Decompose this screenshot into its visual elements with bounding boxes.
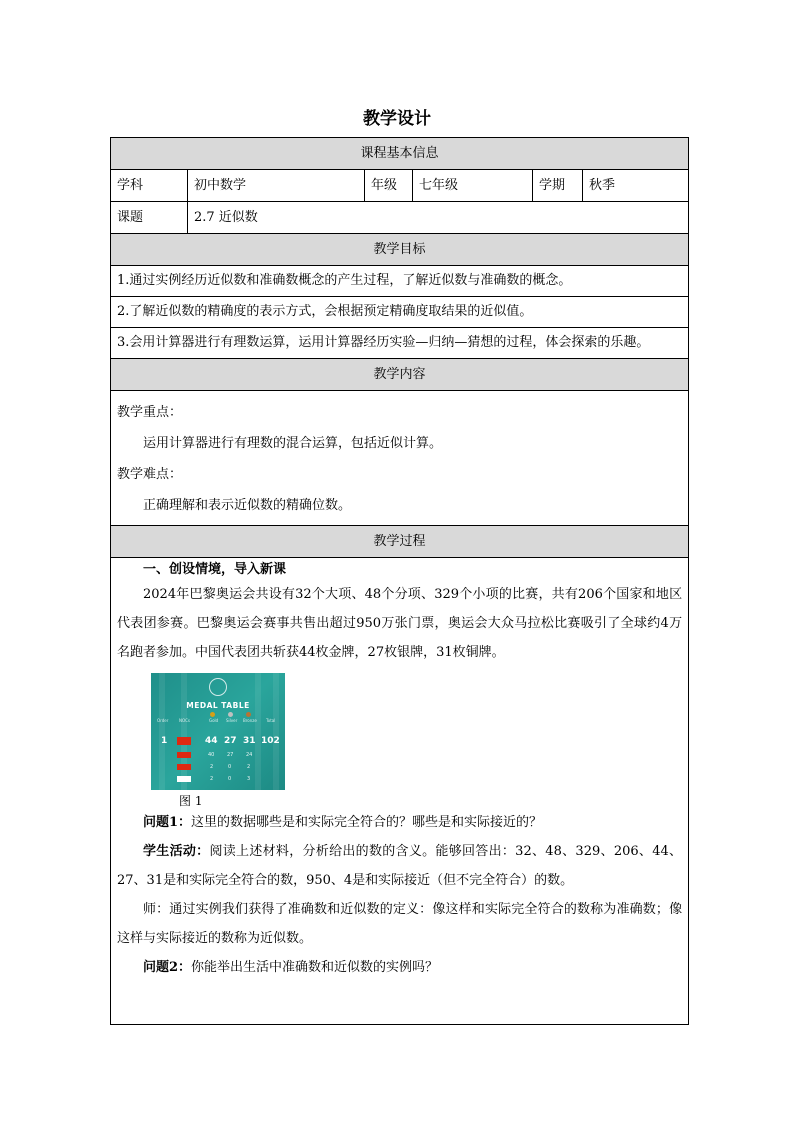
process-header: 教学过程 [111, 526, 689, 558]
row4-flag-icon [177, 776, 191, 782]
medal-row-total: 102 [261, 736, 280, 746]
medal-row4-silver: 0 [228, 776, 232, 782]
silver-medal-icon [228, 712, 233, 717]
medal-header-total: Total [266, 718, 276, 723]
medal-header-gold: Gold [209, 718, 219, 723]
intro-paragraph: 2024年巴黎奥运会共设有32个大项、48个分项、329个小项的比赛，共有206个国家和地区代表团参赛。巴黎奥运会赛事共售出超过950万张门票，奥运会大众马拉松比赛吸引了全球约4万名跑者参加。中国代表团共斩获44枚金牌，27枚银牌，31枚铜牌。 [117, 587, 683, 660]
medal-header-nocs: NOCs [179, 718, 191, 723]
bronze-medal-icon [246, 712, 251, 717]
question-2-label: 问题2： [143, 960, 192, 976]
medal-row4-bronze: 3 [247, 776, 251, 782]
question-1-label: 问题1： [143, 815, 192, 831]
topic-label: 课题 [111, 202, 188, 234]
medal-row3-gold: 2 [210, 764, 214, 770]
key-point-text: 运用计算器进行有理数的混合运算，包括近似计算。 [143, 436, 443, 451]
term-value: 秋季 [583, 170, 689, 202]
content-header: 教学内容 [111, 359, 689, 391]
section-title: 一、创设情境，导入新课 [143, 562, 287, 577]
medal-row-gold: 44 [205, 736, 218, 746]
medal-row2-bronze: 24 [246, 752, 253, 758]
question-2 [117, 953, 682, 982]
medal-row-silver: 27 [224, 736, 237, 746]
objective-item-2: 2.了解近似数的精确度的表示方式，会根据预定精确度取结果的近似值。 [111, 297, 689, 328]
student-activity [117, 837, 682, 895]
student-activity-label: 学生活动： [143, 844, 210, 860]
question-2-text: 你能举出生活中准确数和近似数的实例吗？ [191, 960, 439, 976]
china-flag-icon [177, 737, 191, 745]
medal-header-silver: Silver [226, 718, 238, 723]
process-body [111, 558, 689, 1025]
gold-medal-icon [210, 712, 215, 717]
question-1 [117, 808, 682, 837]
objective-item-3: 3.会用计算器进行有理数运算，运用计算器经历实验—归纳—猜想的过程，体会探索的乐趣。 [111, 328, 689, 359]
student-activity-text: 阅读上述材料，分析给出的数的含义。能够回答出：32、48、329、206、44、27、31是和实际完全符合的数，950、4是和实际接近（但不完全符合）的数。 [117, 844, 683, 889]
lesson-plan-table [110, 137, 689, 1025]
medal-header-order: Order [157, 718, 169, 723]
page-title: 教学设计 [363, 109, 431, 129]
row2-flag-icon [177, 752, 191, 758]
content-body [111, 391, 689, 526]
key-point-label: 教学重点： [117, 405, 183, 420]
subject-label: 学科 [111, 170, 188, 202]
medal-table-title: MEDAL TABLE [186, 701, 250, 710]
medal-header-bronze: Bronze [243, 718, 257, 723]
grade-label: 年级 [365, 170, 413, 202]
grade-value: 七年级 [413, 170, 533, 202]
question-1-text: 这里的数据哪些是和实际完全符合的？哪些是和实际接近的？ [191, 815, 543, 831]
medal-row4-gold: 2 [210, 776, 214, 782]
medal-row2-silver: 27 [227, 752, 234, 758]
term-label: 学期 [533, 170, 583, 202]
medal-row-order: 1 [161, 736, 168, 746]
basic-info-header: 课程基本信息 [111, 138, 689, 170]
difficulty-text: 正确理解和表示近似数的精确位数。 [143, 498, 352, 513]
olympic-logo-icon [209, 678, 227, 696]
row3-flag-icon [177, 764, 191, 770]
figure-caption: 图 1 [179, 794, 203, 808]
medal-row3-silver: 0 [228, 764, 232, 770]
medal-row3-bronze: 2 [247, 764, 251, 770]
figure-1 [151, 673, 285, 808]
difficulty-label: 教学难点： [117, 467, 183, 482]
teacher-text: 师：通过实例我们获得了准确数和近似数的定义：像这样和实际完全符合的数称为准确数；像这样与实际接近的数称为近似数。 [117, 902, 683, 947]
objective-item-1: 1.通过实例经历近似数和准确数概念的产生过程，了解近似数与准确数的概念。 [111, 266, 689, 297]
medal-table-image [151, 673, 285, 790]
topic-value: 2.7 近似数 [188, 202, 689, 234]
medal-row-bronze: 31 [243, 736, 256, 746]
subject-value: 初中数学 [188, 170, 365, 202]
objectives-header: 教学目标 [111, 234, 689, 266]
medal-row2-gold: 40 [208, 752, 215, 758]
